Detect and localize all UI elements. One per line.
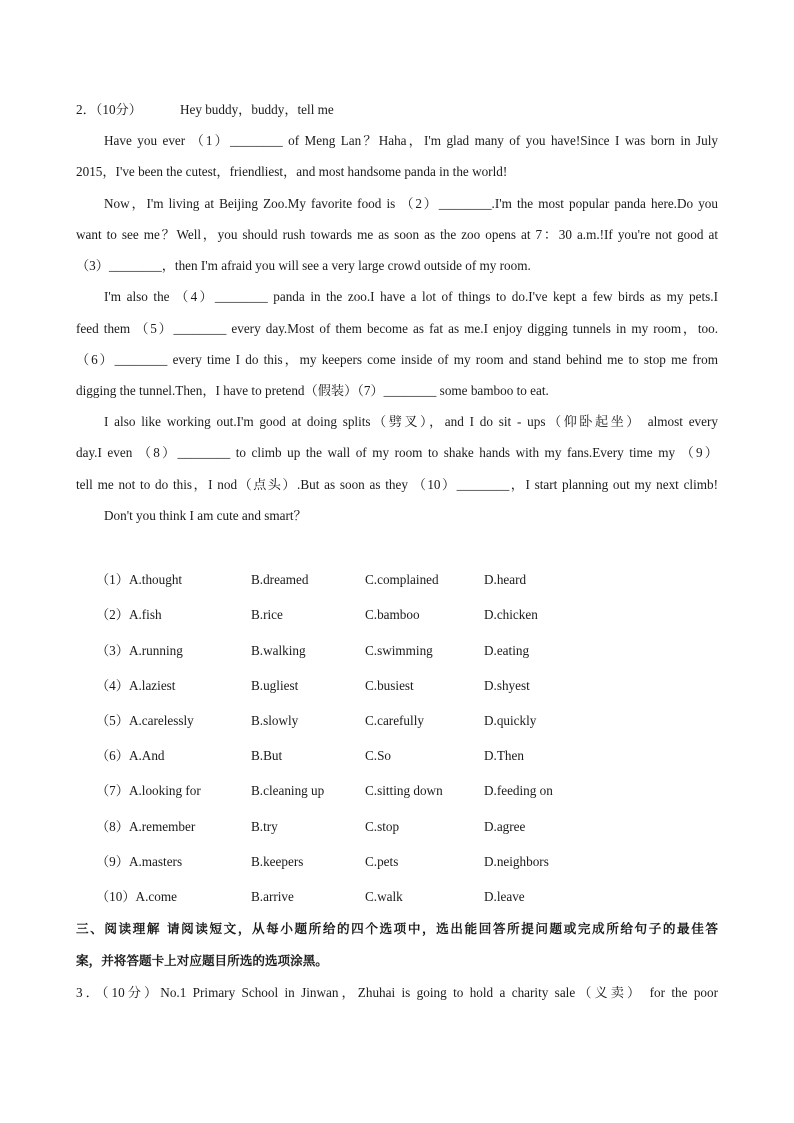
option-d[interactable]: D.quickly xyxy=(484,713,537,728)
passage-line: I'm also the （4）________ panda in the zoo.I have a lot of things to do.I've kept a few birds as my pets.I xyxy=(104,289,718,304)
option-d[interactable]: D.chicken xyxy=(484,607,538,622)
option-a[interactable]: （9）A.masters xyxy=(96,854,183,869)
option-c[interactable]: C.stop xyxy=(365,819,400,834)
option-b[interactable]: B.rice xyxy=(251,607,283,622)
passage-line: （6）________ every time I do this，my keepers come inside of my room and stand behind me to stop me from xyxy=(76,352,718,367)
option-a[interactable]: （4）A.laziest xyxy=(96,678,176,693)
option-c[interactable]: C.sitting down xyxy=(365,783,443,798)
passage-line: feed them （5）________ every day.Most of them become as fat as me.I enjoy digging tunnels in my room，too. xyxy=(76,321,718,336)
question-2-title: Hey buddy，buddy，tell me xyxy=(179,102,334,117)
passage-line: （3）________，then I'm afraid you will see a very large crowd outside of my room. xyxy=(76,258,531,273)
option-d[interactable]: D.agree xyxy=(484,819,526,834)
option-b[interactable]: B.arrive xyxy=(251,889,294,904)
section-heading: 案，并将答题卡上对应题目所选的选项涂黑。 xyxy=(76,953,328,968)
option-b[interactable]: B.ugliest xyxy=(251,678,299,693)
option-d[interactable]: D.leave xyxy=(484,889,525,904)
option-b[interactable]: B.try xyxy=(251,819,278,834)
option-b[interactable]: B.slowly xyxy=(251,713,299,728)
option-c[interactable]: C.busiest xyxy=(365,678,414,693)
option-c[interactable]: C.swimming xyxy=(365,643,433,658)
passage-line: I also like working out.I'm good at doing splits（劈叉），and I do sit - ups（仰卧起坐） almost every xyxy=(104,414,718,429)
option-a[interactable]: （7）A.looking for xyxy=(96,783,201,798)
option-b[interactable]: B.But xyxy=(251,748,283,763)
passage-line: Now，I'm living at Beijing Zoo.My favorite food is （2）________.I'm the most popular panda here.Do you xyxy=(104,196,718,211)
question-3-line: 3．（10分）No.1 Primary School in Jinwan，Zhuhai is going to hold a charity sale（义卖） for the poor xyxy=(76,985,718,1000)
option-d[interactable]: D.shyest xyxy=(484,678,530,693)
option-a[interactable]: （10）A.come xyxy=(96,889,177,904)
passage-line: want to see me？Well，you should rush towards me as soon as the zoo opens at 7：30 a.m.!If you're not good at xyxy=(76,227,718,242)
option-c[interactable]: C.carefully xyxy=(365,713,424,728)
question-2-number: 2．（10分） xyxy=(76,102,142,117)
option-c[interactable]: C.complained xyxy=(365,572,439,587)
option-a[interactable]: （1）A.thought xyxy=(96,572,183,587)
option-a[interactable]: （2）A.fish xyxy=(96,607,162,622)
option-b[interactable]: B.keepers xyxy=(251,854,304,869)
passage-line: Have you ever （1）________ of Meng Lan？Haha，I'm glad many of you have!Since I was born in July xyxy=(104,133,718,148)
option-a[interactable]: （8）A.remember xyxy=(96,819,196,834)
option-a[interactable]: （6）A.And xyxy=(96,748,165,763)
option-d[interactable]: D.eating xyxy=(484,643,530,658)
section-heading: 三、阅读理解 请阅读短文，从每小题所给的四个选项中，选出能回答所提问题或完成所给句子的最佳答 xyxy=(76,921,718,936)
question-2-header xyxy=(76,101,718,119)
passage-line: 2015，I've been the cutest，friendliest，and most handsome panda in the world! xyxy=(76,164,508,179)
option-b[interactable]: B.walking xyxy=(251,643,306,658)
option-c[interactable]: C.bamboo xyxy=(365,607,420,622)
passage-line: digging the tunnel.Then，I have to pretend（假装）（7）________ some bamboo to eat. xyxy=(76,383,549,398)
option-b[interactable]: B.cleaning up xyxy=(251,783,325,798)
option-d[interactable]: D.feeding on xyxy=(484,783,553,798)
option-d[interactable]: D.heard xyxy=(484,572,527,587)
option-a[interactable]: （3）A.running xyxy=(96,643,183,658)
option-c[interactable]: C.So xyxy=(365,748,392,763)
option-c[interactable]: C.walk xyxy=(365,889,403,904)
option-d[interactable]: D.Then xyxy=(484,748,524,763)
passage-line: tell me not to do this，I nod（点头）.But as soon as they （10）________，I start planning out my next climb! xyxy=(76,477,718,492)
passage-line: day.I even （8）________ to climb up the wall of my room to shake hands with my fans.Every time my （9） xyxy=(76,445,718,460)
option-a[interactable]: （5）A.carelessly xyxy=(96,713,194,728)
option-c[interactable]: C.pets xyxy=(365,854,399,869)
option-b[interactable]: B.dreamed xyxy=(251,572,309,587)
passage-line: Don't you think I am cute and smart？ xyxy=(104,508,307,523)
option-d[interactable]: D.neighbors xyxy=(484,854,549,869)
